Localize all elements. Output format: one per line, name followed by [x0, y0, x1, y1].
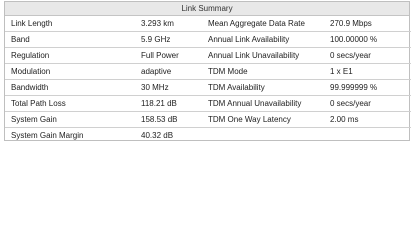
link-summary-panel: [4, 1, 410, 141]
row-label: TDM Mode: [202, 64, 324, 80]
row-label: Regulation: [5, 48, 135, 64]
row-label: Total Path Loss: [5, 96, 135, 112]
row-value: 0 secs/year: [324, 48, 411, 64]
row-value: 2.00 ms: [324, 112, 411, 128]
row-value: 270.9 Mbps: [324, 16, 411, 32]
row-value: [324, 128, 411, 144]
table-row: [5, 80, 411, 96]
row-value: 118.21 dB: [135, 96, 202, 112]
row-value: adaptive: [135, 64, 202, 80]
row-label: TDM Annual Unavailability: [202, 96, 324, 112]
table-row: [5, 112, 411, 128]
table-row: [5, 32, 411, 48]
row-value: Full Power: [135, 48, 202, 64]
row-label: Mean Aggregate Data Rate: [202, 16, 324, 32]
row-label: Band: [5, 32, 135, 48]
table-row: [5, 48, 411, 64]
row-value: 100.00000 %: [324, 32, 411, 48]
row-label: TDM Availability: [202, 80, 324, 96]
table-row: [5, 128, 411, 144]
table-row: [5, 64, 411, 80]
row-value: 0 secs/year: [324, 96, 411, 112]
panel-title: Link Summary: [5, 2, 409, 16]
row-value: 3.293 km: [135, 16, 202, 32]
row-value: 5.9 GHz: [135, 32, 202, 48]
row-label: Bandwidth: [5, 80, 135, 96]
row-value: 158.53 dB: [135, 112, 202, 128]
row-label: [202, 128, 324, 144]
table-row: [5, 96, 411, 112]
row-value: 30 MHz: [135, 80, 202, 96]
row-label: Modulation: [5, 64, 135, 80]
row-label: Annual Link Availability: [202, 32, 324, 48]
link-summary-table: [5, 16, 411, 143]
row-value: 1 x E1: [324, 64, 411, 80]
table-row: [5, 16, 411, 32]
row-label: System Gain: [5, 112, 135, 128]
row-label: TDM One Way Latency: [202, 112, 324, 128]
row-label: Link Length: [5, 16, 135, 32]
row-value: 99.999999 %: [324, 80, 411, 96]
row-label: Annual Link Unavailability: [202, 48, 324, 64]
row-label: System Gain Margin: [11, 131, 84, 140]
row-value: 40.32 dB: [141, 131, 174, 140]
